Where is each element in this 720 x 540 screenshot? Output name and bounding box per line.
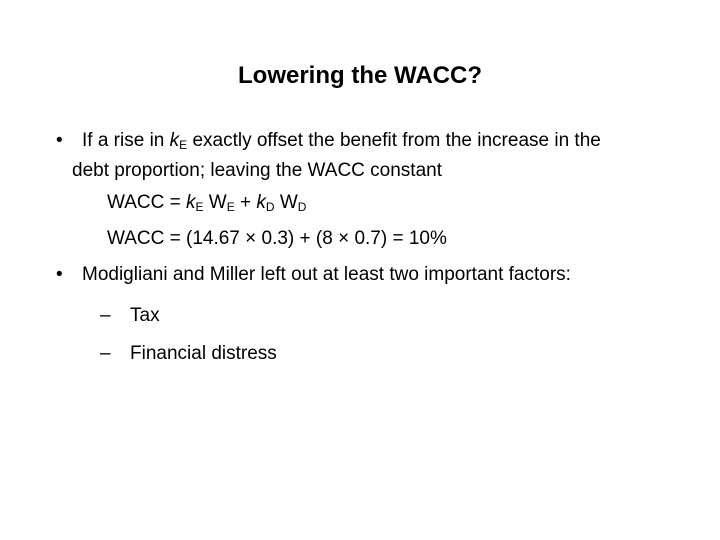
bullet-text: Modigliani and Miller left out at least two important factors: xyxy=(82,264,571,285)
dash-marker: – xyxy=(100,305,111,326)
slide-title: Lowering the WACC? xyxy=(238,62,482,89)
sub-bullet-text: Financial distress xyxy=(130,343,277,364)
bullet-text: If a rise in $k_E$ exactly offset the benefit from the increase in the xyxy=(82,130,601,152)
dash-marker: – xyxy=(100,343,111,364)
sub-bullet-text: Tax xyxy=(130,305,160,326)
bullet-dot: • xyxy=(56,130,63,151)
bullet-text-continuation: debt proportion; leaving the WACC constant xyxy=(72,160,442,181)
sub-bullet-item xyxy=(100,305,160,327)
bullet-item xyxy=(56,128,696,183)
wacc-calculation: WACC = (14.67 × 0.3) + (8 × 0.7) = 10% xyxy=(107,228,447,249)
bullet-dot: • xyxy=(56,264,63,285)
bullet-item xyxy=(56,262,696,287)
wacc-formula: WACC = $k_E$ $W_E + k_D$ $W_D$ xyxy=(107,192,307,214)
sub-bullet-item xyxy=(100,343,277,365)
